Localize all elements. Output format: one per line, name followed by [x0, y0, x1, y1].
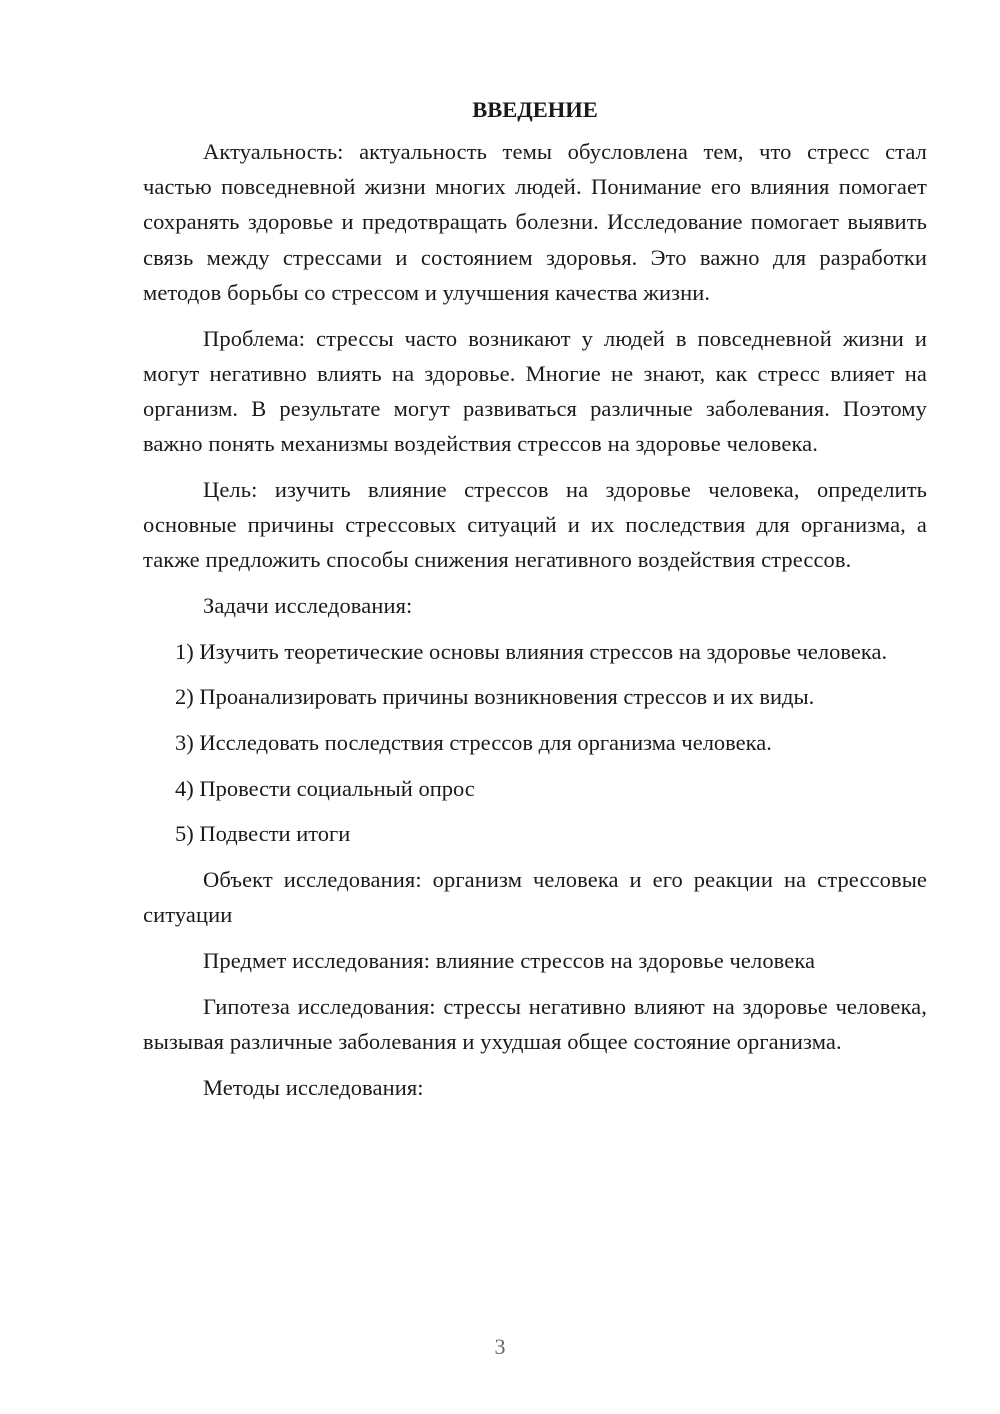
paragraph-problem: Проблема: стрессы часто возникают у людей в повседневной жизни и могут негативно влиять на здоровье. Многие не знают, как стресс влияет на организм. В результате могут развиваться различные заболевания. Поэтому важно понять механизмы воздействия стрессов на здоровье человека.	[143, 325, 927, 457]
task-item-1: 1) Изучить теоретические основы влияния стрессов на здоровье человека.	[175, 638, 888, 664]
paragraph-object: Объект исследования: организм человека и его реакции на стрессовые ситуации	[143, 867, 927, 928]
paragraph-methods-heading: Методы исследования:	[203, 1074, 424, 1100]
paragraph-relevance: Актуальность: актуальность темы обусловлена тем, что стресс стал частью повседневной жизни многих людей. Понимание его влияния помогает сохранять здоровье и предотвращать болезни. Исследование помогает выявить связь между стрессами и состоянием здоровья. Это важно для разработки методов борьбы со стрессом и улучшения качества жизни.	[143, 139, 927, 305]
paragraph-tasks-heading: Задачи исследования:	[203, 592, 413, 618]
paragraph-goal: Цель: изучить влияние стрессов на здоровье человека, определить основные причины стрессовых ситуаций и их последствия для организма, а также предложить способы снижения негативного воздействия стрессов.	[143, 476, 927, 573]
document-page	[143, 92, 927, 1115]
task-item-3: 3) Исследовать последствия стрессов для организма человека.	[175, 730, 772, 756]
task-item-2: 2) Проанализировать причины возникновения стрессов и их виды.	[175, 684, 815, 710]
section-title: ВВЕДЕНИЕ	[472, 97, 598, 122]
task-item-4: 4) Провести социальный опрос	[175, 775, 475, 801]
paragraph-hypothesis: Гипотеза исследования: стрессы негативно влияют на здоровье человека, вызывая различные заболевания и ухудшая общее состояние организма.	[143, 993, 927, 1054]
page-number: 3	[494, 1334, 506, 1359]
paragraph-subject: Предмет исследования: влияние стрессов на здоровье человека	[203, 948, 816, 974]
task-item-5: 5) Подвести итоги	[175, 821, 351, 847]
